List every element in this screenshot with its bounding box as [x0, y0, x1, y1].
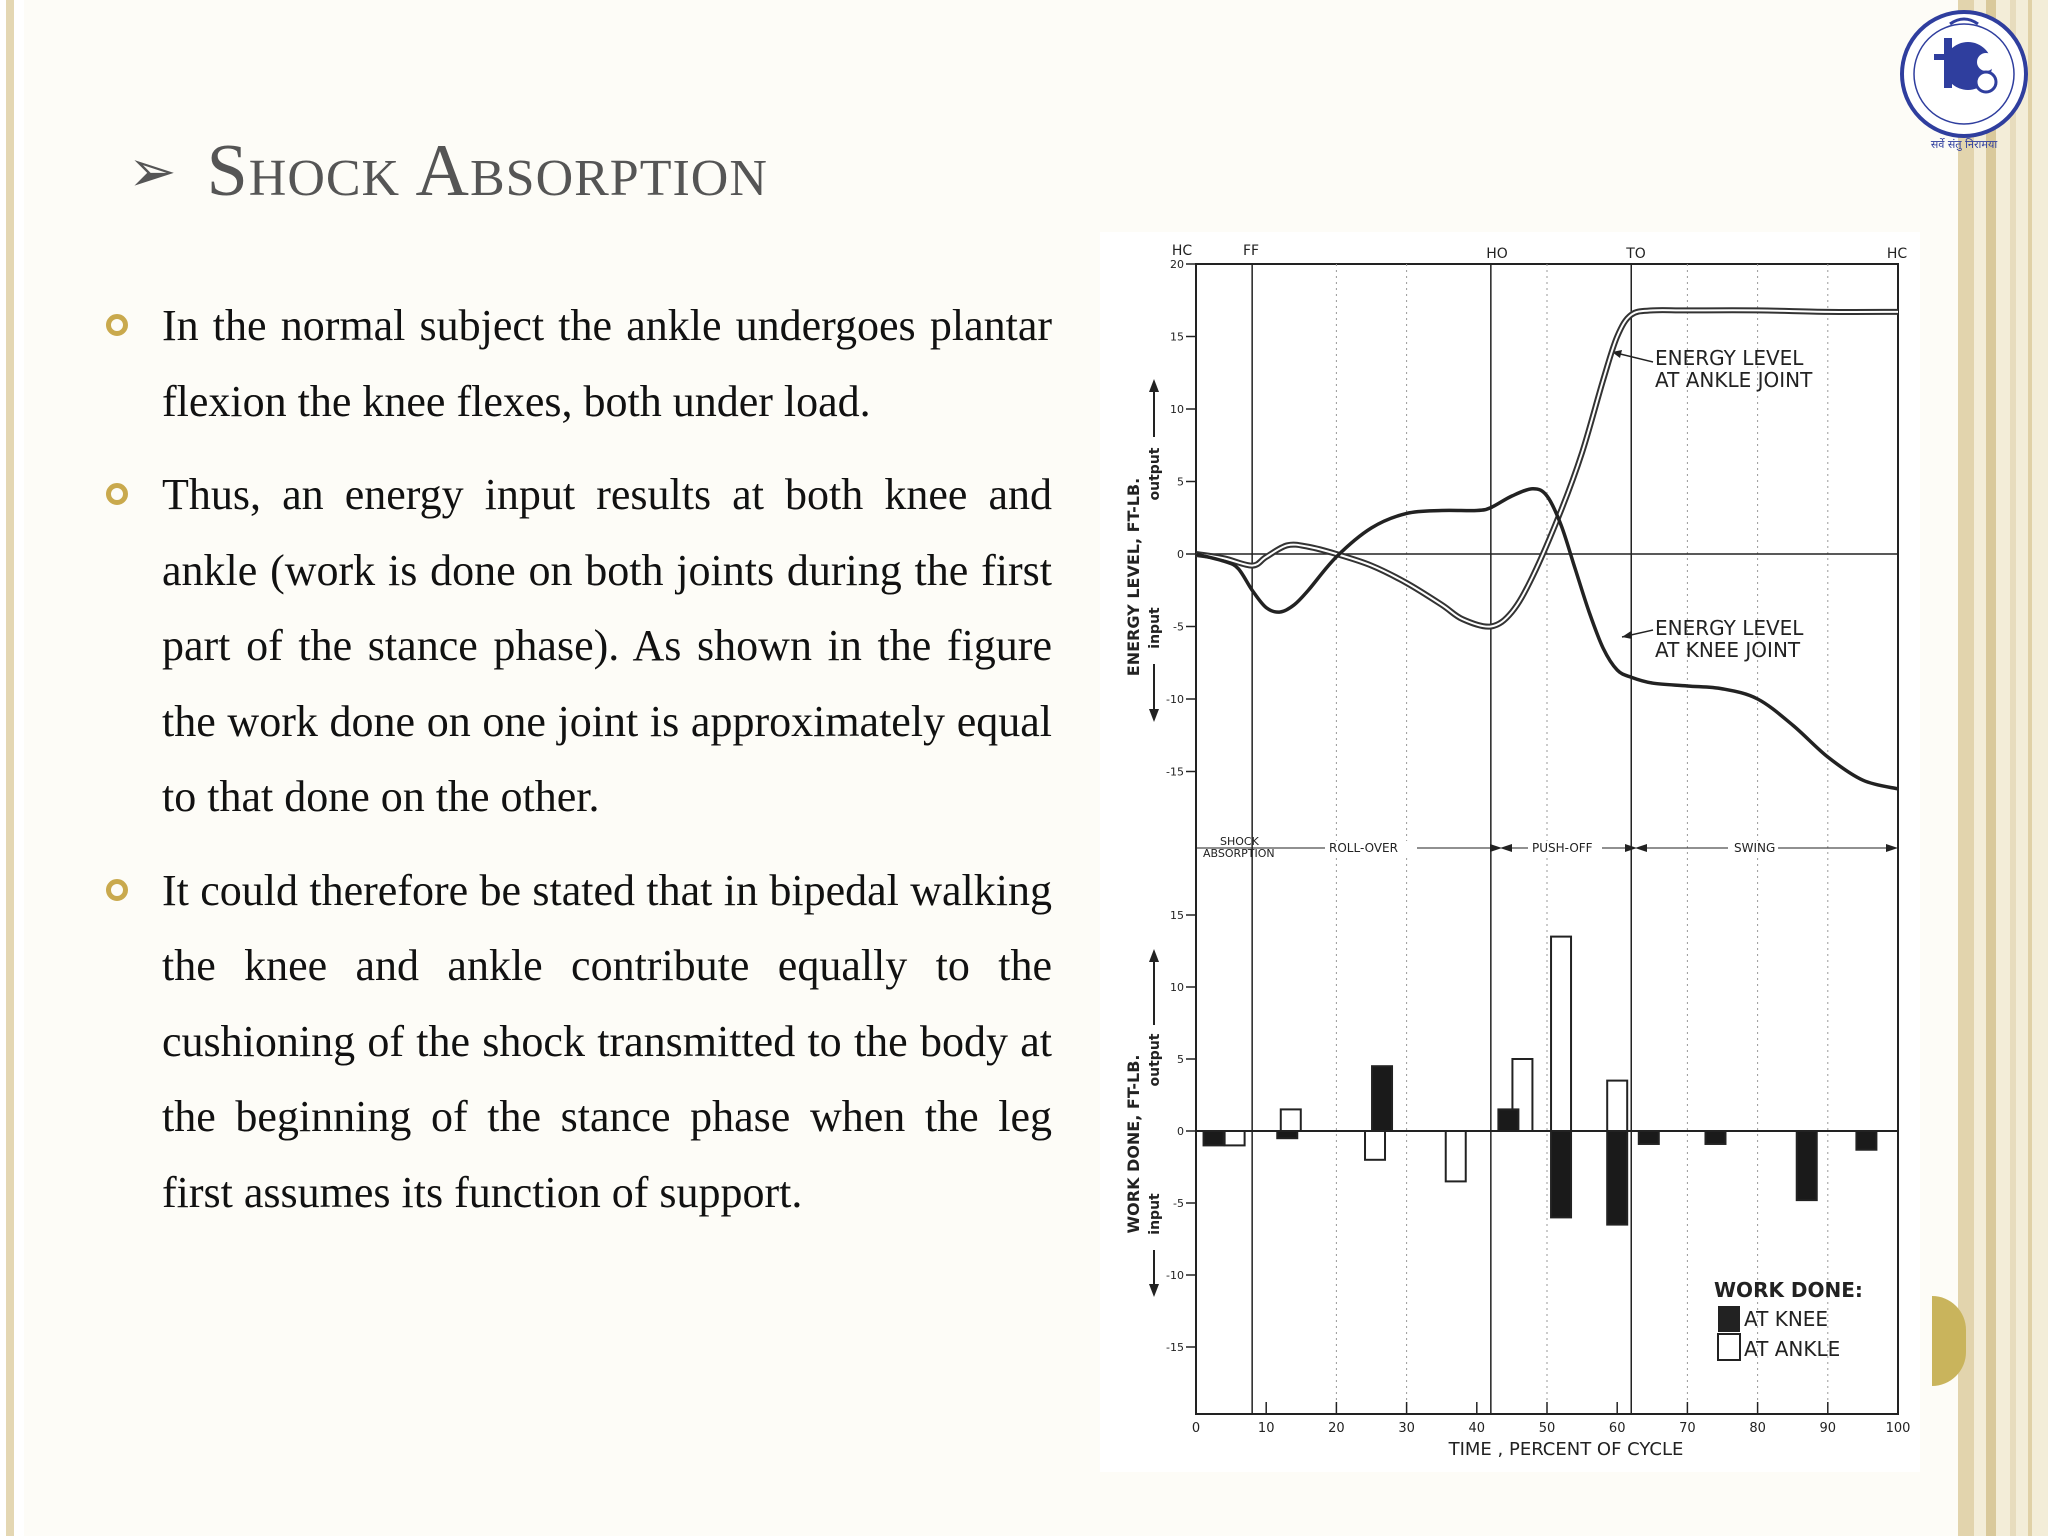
- knee-work-bar: [1639, 1131, 1659, 1144]
- y-tick-label: 5: [1177, 475, 1184, 489]
- event-label: HC: [1171, 243, 1193, 259]
- y-tick-label: -10: [1166, 1269, 1184, 1282]
- bullet-item: [104, 853, 1052, 1231]
- event-label: HO: [1486, 246, 1508, 262]
- phase-arrowhead: [1635, 844, 1647, 852]
- x-tick-label: 30: [1398, 1421, 1415, 1436]
- bullet-text: In the normal subject the ankle undergoes plantar flexion the knee flexes, both under load.: [162, 301, 1052, 426]
- legend-ankle-swatch: [1718, 1334, 1740, 1360]
- energy-up-arrowhead: [1149, 379, 1159, 392]
- phase-label-pushoff: PUSH-OFF: [1532, 841, 1593, 855]
- ankle-work-bar: [1365, 1131, 1385, 1160]
- knee-pointer-arrowhead: [1622, 631, 1632, 639]
- x-tick-label: 80: [1749, 1421, 1766, 1436]
- phase-label-swing: SWING: [1734, 841, 1776, 855]
- ankle-work-bar: [1607, 1081, 1627, 1131]
- right-border-stripe: [1958, 0, 1974, 1536]
- chart-labels: [1124, 243, 1907, 1460]
- circle-bullet-icon: [106, 314, 128, 336]
- bullet-item: [104, 457, 1052, 835]
- bullet-list: [104, 288, 1052, 1248]
- y-tick-label: -5: [1173, 620, 1184, 634]
- y-tick-label: 0: [1177, 548, 1184, 561]
- event-label: FF: [1242, 243, 1260, 259]
- ankle-curve-label: ENERGY LEVEL: [1655, 346, 1804, 370]
- event-label: TO: [1626, 246, 1646, 262]
- ankle-curve-label: AT ANKLE JOINT: [1655, 368, 1813, 392]
- work-axis-input: input: [1147, 1193, 1163, 1235]
- bullet-text: Thus, an energy input results at both knee and ankle (work is done on both joints during the first part of the stance phase). As shown in the figure the work done on one joint is approximately equal to that done on the other.: [162, 470, 1052, 821]
- energy-axis-input: input: [1147, 607, 1163, 649]
- legend-title: WORK DONE:: [1714, 1278, 1863, 1302]
- legend-ankle-label: AT ANKLE: [1744, 1337, 1841, 1361]
- arrow-bullet-icon: ➢: [128, 137, 177, 205]
- knee-curve-label: ENERGY LEVEL: [1655, 616, 1804, 640]
- x-axis-label: TIME , PERCENT OF CYCLE: [1448, 1439, 1684, 1460]
- ankle-work-bar: [1446, 1131, 1466, 1181]
- phase-label-rollover: ROLL-OVER: [1329, 841, 1398, 855]
- knee-curve-label: AT KNEE JOINT: [1655, 638, 1801, 662]
- x-tick-label: 100: [1885, 1421, 1911, 1436]
- knee-work-bar: [1607, 1131, 1627, 1225]
- bullet-text: It could therefore be stated that in bipedal walking the knee and ankle contribute equally to the cushioning of the shock transmitted to the body at the beginning of the stance phase when the leg first assumes its function of support.: [162, 865, 1052, 1217]
- y-tick-label: -5: [1173, 1197, 1184, 1210]
- right-border-stripe: [2028, 0, 2032, 1536]
- slide-title-text: Shock Absorption: [206, 129, 768, 212]
- y-tick-label: 0: [1177, 1125, 1184, 1138]
- y-tick-label: -10: [1166, 693, 1184, 706]
- circle-bullet-icon: [106, 483, 128, 505]
- x-tick-label: 20: [1328, 1421, 1345, 1436]
- knee-work-bar: [1204, 1131, 1224, 1145]
- knee-work-bar: [1797, 1131, 1817, 1200]
- ankle-work-bar: [1551, 937, 1571, 1131]
- y-tick-label: 10: [1170, 981, 1184, 994]
- legend-knee-label: AT KNEE: [1744, 1307, 1829, 1331]
- logo-caption: सर्वे संतु निरामया: [1930, 138, 1998, 151]
- left-border-stripe: [6, 0, 14, 1536]
- y-tick-label: 10: [1170, 403, 1184, 416]
- y-tick-label: 5: [1177, 1053, 1184, 1066]
- x-tick-label: 70: [1679, 1421, 1696, 1436]
- knee-work-bar: [1705, 1131, 1725, 1144]
- work-up-arrowhead: [1149, 949, 1159, 962]
- bullet-item: [104, 288, 1052, 439]
- ankle-work-bar: [1225, 1131, 1245, 1145]
- energy-axis-label: ENERGY LEVEL, FT-LB.: [1124, 477, 1143, 677]
- y-tick-label: 20: [1170, 258, 1184, 271]
- y-tick-label: 15: [1170, 909, 1184, 922]
- x-tick-label: 40: [1468, 1421, 1486, 1436]
- right-border: [1958, 0, 2048, 1536]
- x-tick-label: 50: [1538, 1421, 1556, 1436]
- work-axis-output: output: [1147, 1033, 1163, 1087]
- x-tick-label: 0: [1191, 1421, 1201, 1436]
- x-tick-label: 90: [1819, 1421, 1837, 1436]
- right-border-stripe: [1986, 0, 1996, 1536]
- energy-axis-output: output: [1147, 447, 1163, 501]
- y-tick-label: -15: [1166, 1341, 1184, 1354]
- energy-down-arrowhead: [1149, 709, 1159, 722]
- knee-work-bar: [1856, 1131, 1876, 1150]
- left-border: [0, 0, 24, 1536]
- phase-label-shock: ABSORPTION: [1203, 847, 1275, 860]
- knee-work-bar: [1551, 1131, 1571, 1217]
- circle-bullet-icon: [106, 879, 128, 901]
- event-label: HC: [1886, 246, 1908, 262]
- knee-work-bar: [1498, 1109, 1518, 1131]
- slide-title: [128, 126, 768, 216]
- y-tick-label: 15: [1170, 330, 1184, 344]
- plot-border: [1196, 264, 1898, 1414]
- x-tick-label: 60: [1608, 1421, 1626, 1436]
- y-tick-label: -15: [1166, 765, 1184, 779]
- knee-work-bar: [1372, 1066, 1392, 1131]
- knee-work-bar: [1277, 1131, 1297, 1138]
- phase-label-shock: SHOCK: [1220, 835, 1259, 848]
- ankle-work-bar: [1281, 1109, 1301, 1131]
- gait-figure: [1100, 232, 1920, 1472]
- right-border-stripe: [2010, 0, 2016, 1536]
- legend-knee-swatch: [1718, 1306, 1740, 1332]
- phase-arrowhead: [1500, 844, 1512, 852]
- work-down-arrowhead: [1149, 1284, 1159, 1297]
- institute-logo: [1890, 4, 2038, 154]
- gait-chart: [1100, 232, 1920, 1472]
- phase-arrowhead: [1886, 844, 1898, 852]
- work-axis-label: WORK DONE, FT-LB.: [1124, 1054, 1143, 1234]
- x-tick-label: 10: [1257, 1421, 1275, 1436]
